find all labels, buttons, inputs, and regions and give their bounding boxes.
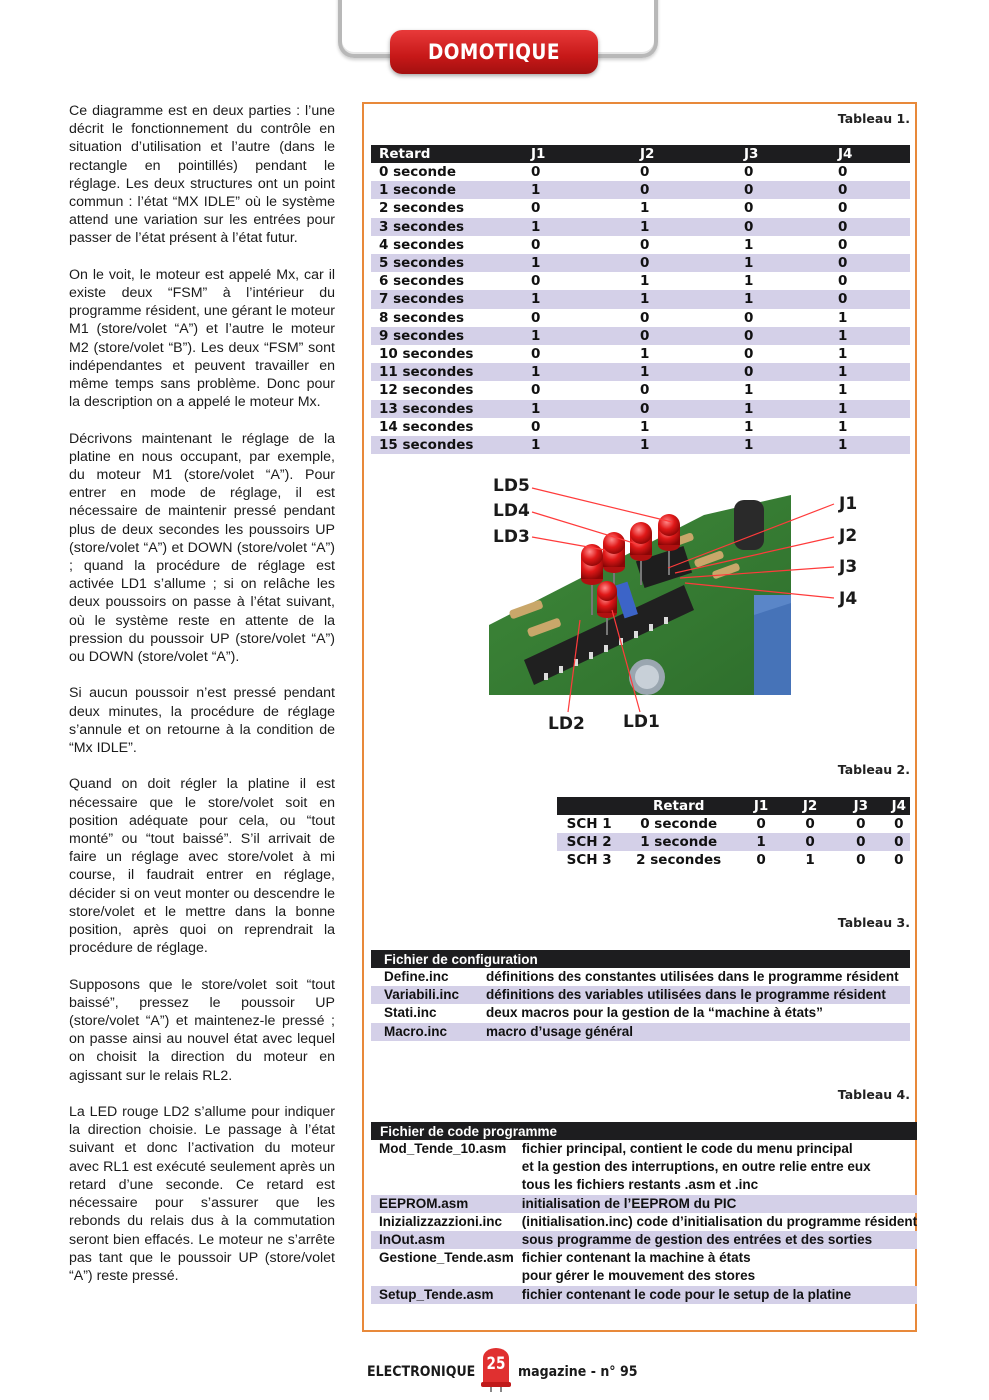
table3-row (371, 1023, 910, 1041)
table4-description (514, 1286, 917, 1304)
table1-cell: 1 (632, 436, 736, 454)
table4-row (371, 1195, 917, 1213)
table1-row (371, 254, 910, 272)
table1-cell: 1 (736, 400, 830, 418)
article-paragraph: Décrivons maintenant le réglage de la platine en nous occupant, par exemple, du moteur M1 (store/volet “A”). Pour entrer en mode de réglage, il est nécessaire de maintenir pressé pendant plus de deux secondes les poussoirs UP (store/volet “A”) et DOWN (store/volet “A”) ; quand la procédure de réglage est activée LD1 s’allume ; si on relâche les deux poussoirs on passe à l’état suivant, où le système reste en attente de la pression du poussoir UP (store/volet “A”) ou DOWN (store/volet “A”). (69, 430, 335, 666)
table2-cell: SCH 1 (566, 816, 612, 832)
table1-cell: 1 (640, 273, 650, 290)
table1-cell: 1 (830, 436, 910, 454)
table2-row (557, 833, 910, 851)
table1-header-row (371, 145, 910, 163)
table4-row (371, 1286, 917, 1304)
table2-cell: 0 (856, 852, 866, 869)
table4-description (514, 1140, 917, 1195)
table1-cell: 1 (736, 436, 830, 454)
table1-header-cell: J1 (523, 145, 632, 163)
table2-header-cell (557, 797, 621, 815)
section-badge (390, 30, 598, 74)
table1-cell: 0 (744, 309, 754, 326)
table1-cell: 1 (523, 363, 632, 381)
label-ld5: LD5 (493, 476, 530, 496)
table4-file: EEPROM.asm (371, 1195, 514, 1213)
table1-cell: 9 secondes (371, 327, 523, 345)
table2-cell: 0 seconde (640, 816, 718, 832)
table1-row (371, 327, 910, 345)
table4-header-cell: Fichier de code programme (371, 1122, 917, 1140)
table1-cell: 0 (838, 236, 848, 253)
table1-cell: 0 seconde (379, 164, 456, 180)
table2-cell: 1 (805, 852, 815, 869)
circuit-board-photo (489, 485, 791, 695)
table4-description (514, 1249, 917, 1285)
table1-cell: 1 (736, 290, 830, 308)
table4-description-line: fichier contenant la machine à états (521, 1250, 751, 1266)
table1-row (371, 345, 910, 363)
table1-header-cell: J2 (632, 145, 736, 163)
table1-cell: 0 (531, 382, 541, 399)
table2-header-cell: J1 (736, 797, 786, 815)
table1-cell: 0 (531, 273, 541, 290)
table1-cell: 0 (744, 346, 754, 363)
table1-row (371, 272, 910, 290)
table1-cell: 0 (531, 346, 541, 363)
table2-cell: 1 seconde (621, 833, 736, 851)
table1-cell: 0 (531, 164, 541, 180)
table1-cell: 0 (736, 181, 830, 199)
table2-header-cell: Retard (621, 797, 736, 815)
table1-row (371, 181, 910, 199)
table1-cell: 1 (640, 200, 650, 217)
table2 (557, 797, 910, 870)
table4-description-line: pour gérer le mouvement des stores (521, 1268, 756, 1284)
table3-row (371, 1004, 910, 1022)
table1-cell: 1 (830, 363, 910, 381)
table2-cell: SCH 2 (557, 833, 621, 851)
table1-row (371, 309, 910, 327)
table1-row (371, 363, 910, 381)
table3-file: Define.inc (384, 969, 449, 984)
table4-caption: Tableau 4. (837, 1087, 910, 1102)
table2-cell: 0 (894, 816, 904, 832)
table1-cell: 1 (838, 309, 848, 326)
table2-cell: 0 (888, 833, 910, 851)
table1-cell: 1 (523, 218, 632, 236)
table4-file: Inizializzazzioni.inc (379, 1213, 503, 1229)
table1-cell: 10 secondes (379, 346, 474, 363)
table1-cell: 1 (744, 382, 754, 399)
table4-description-line: fichier contenant le code pour le setup de la platine (521, 1286, 852, 1302)
table4-description-line: et la gestion des interruptions, en outre relie entre eux (521, 1159, 871, 1175)
table1-cell: 1 (744, 236, 754, 253)
table1-cell: 1 (830, 327, 910, 345)
table1-cell: 5 secondes (371, 254, 523, 272)
footer-magazine-name: ELECTRONIQUE (367, 1364, 476, 1380)
table3-caption: Tableau 3. (837, 915, 910, 930)
table2-cell: 0 (756, 816, 766, 832)
table2-cell: 0 (805, 816, 815, 832)
table3-file: Stati.inc (384, 1005, 437, 1021)
table1-header-cell: J3 (736, 145, 830, 163)
table1-cell: 15 secondes (371, 436, 523, 454)
table1-cell: 0 (830, 218, 910, 236)
table1-cell: 0 (640, 309, 650, 326)
page-number: 25 (486, 1354, 506, 1374)
article-paragraph: La LED rouge LD2 s’allume pour indiquer la direction choisie. Le passage à l’état suivant et donc l’activation du moteur avec RL1 est exécuté seulement après un retard d’une seconde. Ce retard est nécessaire pour s’assurer que les rebonds du relais dus à la commutation seront bien effacés. Le moteur ne s’arrête pas tant que le poussoir UP (store/volet “A”) reste pressé. (69, 1104, 335, 1284)
table4-file: Setup_Tende.asm (371, 1286, 514, 1304)
table1-cell: 1 (523, 400, 632, 418)
table1-row (371, 163, 910, 181)
table1-cell: 1 (640, 418, 650, 435)
table4-file: Mod_Tende_10.asm (379, 1141, 507, 1156)
table1-cell: 0 (830, 181, 910, 199)
table4-row (371, 1249, 917, 1285)
table3-header-cell: Fichier de configuration (371, 950, 910, 968)
table1-cell: 1 (632, 218, 736, 236)
table2-row (557, 851, 910, 869)
table1-cell: 8 secondes (379, 309, 465, 326)
table1-row (371, 400, 910, 418)
page-footer (367, 1348, 667, 1400)
table4-description-line: (initialisation.inc) code d’initialisation du programme résident (521, 1213, 918, 1229)
article-paragraph: Quand on doit régler la platine il est nécessaire que le store/volet soit en position adéquate pour cela, ou “tout monté” ou “tout baissé”. S’il arrivait de faire un réglage avec store/volet à mi course, il faudrait entrer en réglage, décider si on veut monter ou descendre le store/volet et le mettre dans la bonne position, après quoi on reprendrait la procédure de réglage. (69, 776, 335, 957)
table1-header-cell: Retard (371, 145, 523, 163)
table2-header-cell: J3 (834, 797, 887, 815)
table4-description-line: fichier principal, contient le code du menu principal (521, 1141, 853, 1156)
table1-cell: 0 (830, 290, 910, 308)
table1-cell: 0 (632, 254, 736, 272)
table1-cell: 0 (531, 200, 541, 217)
table4-file: Gestione_Tende.asm (379, 1250, 514, 1266)
table1-cell: 4 secondes (379, 236, 465, 253)
table1-cell: 0 (838, 164, 848, 180)
table2-cell: 0 (834, 833, 887, 851)
table1-cell: 0 (531, 236, 541, 253)
table1-row (371, 381, 910, 399)
table1-cell: 0 (838, 200, 848, 217)
table4-description (514, 1231, 917, 1249)
table1-cell: 0 (838, 273, 848, 290)
article-paragraph: Ce diagramme est en deux parties : l’une décrit le fonctionnement du contrôle en situation d’utilisation et l’autre (dans le rectangle en pointillés) pendant le réglage. Les deux structures ont un point commun : l’état “MX IDLE” où le système attend une variation sur les entrées pour passer de l’état présent à l’état futur. (69, 103, 335, 247)
table1-cell: 12 secondes (379, 382, 474, 399)
table4-header-row (371, 1122, 917, 1140)
table1-cell: 0 (640, 164, 650, 180)
section-title: DOMOTIQUE (428, 40, 560, 64)
table4-description-line: sous programme de gestion des entrées et des sorties (521, 1232, 873, 1248)
table3 (371, 950, 910, 1041)
article-paragraph: On le voit, le moteur est appelé Mx, car il existe deux “FSM” à l’intérieur du programme résident, une gérant le moteur M1 (store/volet “A”) et l’autre le moteur M2 (store/volet “B”). Les deux “FSM” sont indépendantes et peuvent travailler en même temps sans problème. Donc pour la description on a appelé le moteur Mx. (69, 266, 335, 411)
table1-cell: 1 (830, 400, 910, 418)
table1-cell: 1 (744, 273, 754, 290)
table1-cell: 1 (838, 418, 848, 435)
table4 (371, 1122, 917, 1304)
table1-cell: 6 secondes (379, 273, 465, 290)
table1-cell: 1 seconde (371, 181, 523, 199)
table1-row (371, 418, 910, 436)
table1-cell: 0 (736, 327, 830, 345)
table1-cell: 0 (632, 400, 736, 418)
table3-row (371, 986, 910, 1004)
table2-cell: 0 (894, 852, 904, 869)
table2-header-cell: J2 (786, 797, 834, 815)
table1-cell: 0 (632, 327, 736, 345)
label-j3: J3 (839, 557, 858, 577)
table1-cell: 1 (523, 254, 632, 272)
table1-cell: 13 secondes (371, 400, 523, 418)
table1 (371, 145, 910, 454)
label-ld2: LD2 (548, 714, 585, 734)
label-ld4: LD4 (493, 501, 530, 521)
article-paragraph: Si aucun poussoir n’est pressé pendant deux minutes, la procédure de réglage s’annule et on retourne à la condition de “Mx IDLE”. (69, 685, 335, 757)
table1-cell: 0 (736, 363, 830, 381)
table2-cell: 2 secondes (636, 852, 722, 869)
label-j4: J4 (839, 589, 858, 609)
table2-cell: 0 (786, 833, 834, 851)
table1-cell: 0 (744, 200, 754, 217)
table3-description: définitions des constantes utilisées dans le programme résident (486, 969, 899, 984)
table1-cell: 2 secondes (379, 200, 465, 217)
table1-row (371, 218, 910, 236)
table2-cell: SCH 3 (566, 852, 612, 869)
label-ld3: LD3 (493, 527, 530, 547)
table1-cell: 0 (736, 218, 830, 236)
table1-cell: 1 (744, 418, 754, 435)
table1-cell: 1 (838, 382, 848, 399)
table1-cell: 11 secondes (371, 363, 523, 381)
table3-row (371, 968, 910, 986)
table2-cell: 0 (756, 852, 766, 869)
table1-row (371, 236, 910, 254)
table4-row (371, 1213, 917, 1231)
table4-row (371, 1140, 917, 1195)
table3-description: macro d’usage général (476, 1023, 910, 1041)
table2-cell: 1 (736, 833, 786, 851)
table3-file: Variabili.inc (371, 986, 476, 1004)
table1-cell: 3 secondes (371, 218, 523, 236)
table1-cell: 1 (632, 363, 736, 381)
table1-cell: 1 (640, 346, 650, 363)
table1-cell: 1 (632, 290, 736, 308)
table1-cell: 1 (736, 254, 830, 272)
table3-description: deux macros pour la gestion de la “machine à états” (486, 1005, 823, 1021)
table1-cell: 1 (523, 327, 632, 345)
label-ld1: LD1 (623, 712, 660, 732)
table1-cell: 0 (640, 382, 650, 399)
table2-header-row (557, 797, 910, 815)
table1-cell: 0 (830, 254, 910, 272)
table1-cell: 0 (531, 418, 541, 435)
table1-cell: 0 (632, 181, 736, 199)
table3-description: définitions des variables utilisées dans le programme résident (476, 986, 910, 1004)
table1-row (371, 290, 910, 308)
table1-cell: 0 (640, 236, 650, 253)
table2-row (557, 815, 910, 833)
table2-header-cell: J4 (888, 797, 910, 815)
table1-cell: 7 secondes (371, 290, 523, 308)
table1-cell: 1 (523, 181, 632, 199)
table4-description (514, 1213, 917, 1231)
table2-caption: Tableau 2. (837, 762, 910, 777)
table1-cell: 14 secondes (379, 418, 474, 435)
article-column (69, 102, 335, 1303)
table3-file: Macro.inc (371, 1023, 476, 1041)
table3-header-row (371, 950, 910, 968)
table1-header-cell: J4 (830, 145, 910, 163)
label-j1: J1 (839, 494, 858, 514)
table4-description (514, 1195, 917, 1213)
table4-row (371, 1231, 917, 1249)
table1-cell: 1 (838, 346, 848, 363)
table1-cell: 1 (523, 290, 632, 308)
table1-caption: Tableau 1. (837, 111, 910, 126)
table1-row (371, 199, 910, 217)
table4-description-line: initialisation de l’EEPROM du PIC (521, 1195, 737, 1211)
table4-description-line: tous les fichiers restants .asm et .inc (521, 1177, 759, 1193)
article-paragraph: Supposons que le store/volet soit “tout baissé”, pressez le poussoir UP (store/volet “A”) et maintenez-le pressé ; on passe ainsi au nouvel état avec lequel on choisit la direction du moteur en agissant sur le relais RL2. (69, 976, 335, 1084)
table2-cell: 0 (856, 816, 866, 832)
table1-cell: 0 (744, 164, 754, 180)
footer-issue: magazine - n° 95 (518, 1364, 638, 1380)
table4-file: InOut.asm (371, 1231, 514, 1249)
table1-cell: 1 (523, 436, 632, 454)
table1-cell: 0 (531, 309, 541, 326)
label-j2: J2 (839, 526, 858, 546)
table1-row (371, 436, 910, 454)
